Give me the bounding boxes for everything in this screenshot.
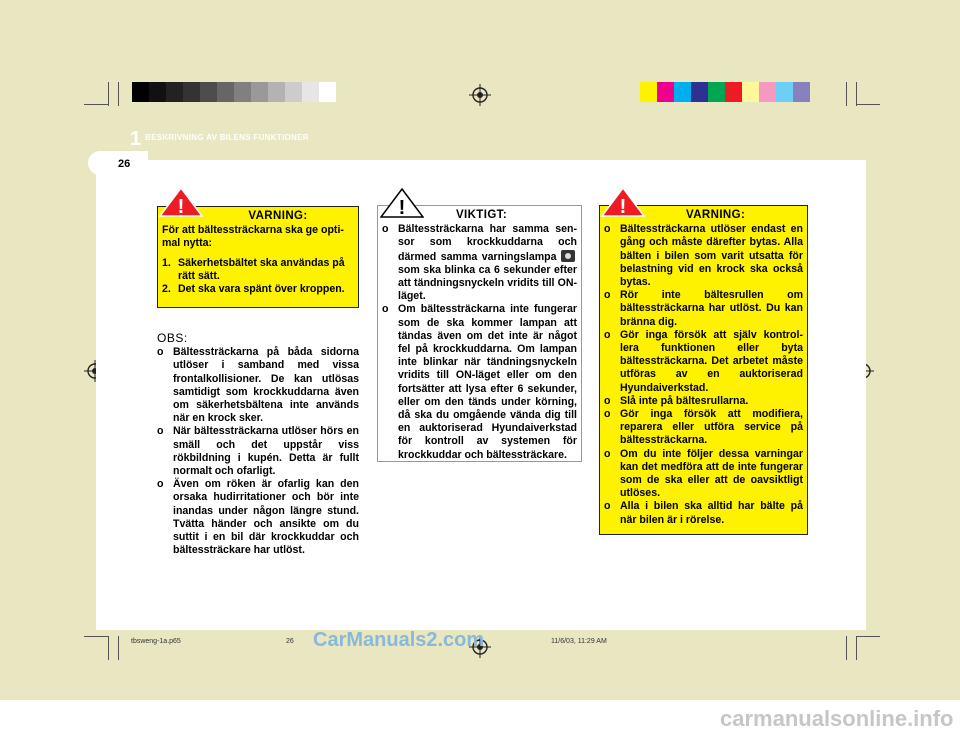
list-item <box>157 478 359 557</box>
important-list <box>382 223 577 462</box>
warning-list <box>162 257 354 297</box>
crop-mark <box>108 636 109 660</box>
color-swatch <box>183 82 200 102</box>
list-marker: o <box>604 328 611 341</box>
list-marker: o <box>604 500 611 513</box>
list-marker: 2. <box>162 283 171 296</box>
list-item-text: som ska blinka ca 6 sekunder efter att tändningsnyckeln vridits till ON-läget. <box>398 263 577 303</box>
list-item-text: Alla i bilen ska alltid har bälte på när bilen är i rörelse. <box>620 500 803 526</box>
svg-text:!: ! <box>619 196 627 217</box>
list-item-text: Det ska vara spänt över kroppen. <box>178 283 345 296</box>
svg-text:!: ! <box>398 197 406 218</box>
list-item <box>157 346 359 425</box>
warning-title: VARNING: <box>686 209 746 221</box>
gray-calibration-bar <box>132 82 336 102</box>
footer-page-number: 26 <box>286 638 294 645</box>
important-box <box>377 205 582 462</box>
list-marker: o <box>382 303 389 316</box>
warning-triangle-icon <box>601 187 645 217</box>
list-item <box>604 329 803 395</box>
color-swatch <box>302 82 319 102</box>
list-item-text: Gör inga försök att själv kontrol- lera funktionen eller byta bältessträckarna. Det arbetet måste utföras av en auktoriserad Hyundaiverkstad. <box>620 328 803 394</box>
svg-text:!: ! <box>177 196 185 217</box>
color-swatch <box>776 82 793 102</box>
color-swatch <box>200 82 217 102</box>
list-item-text: Om bältessträckarna inte fungerar som de ska kommer lampan att tändas även om det inte är något fel på krockkuddarna. Om lampan inte blinkar när tändningsnyckeln vridits till ON-läget eller om den fortsätter att lysa efter 6 sekunder, eller om den tänds under körning, då ska du omgående vända dig till en auktoriserad Hyundaiverkstad för kontroll av systemen för krockkuddar och bältessträckare. <box>398 303 577 461</box>
list-item <box>162 257 354 283</box>
list-item <box>604 223 803 289</box>
crop-mark <box>84 636 108 637</box>
obs-list <box>157 346 359 557</box>
list-item-text: Bältessträckarna utlöser endast en gång och måste därefter bytas. Alla bälten i bilen som varit utsatta för belastning vid en krock ska också bytas. <box>620 223 803 289</box>
color-calibration-bar <box>640 82 810 102</box>
crop-mark <box>846 636 847 660</box>
list-item-text: Rör inte bältesrullen om bältessträckarna har utlöst. Du kan bränna dig. <box>620 289 803 328</box>
crop-mark <box>856 82 857 106</box>
warning-intro: För att bältessträckarna ska ge opti- mal nytta: <box>162 224 344 250</box>
color-swatch <box>674 82 691 102</box>
color-swatch <box>657 82 674 102</box>
list-item <box>604 395 803 408</box>
list-marker: o <box>382 223 389 236</box>
obs-title: OBS: <box>157 331 188 345</box>
crop-mark <box>118 82 119 106</box>
color-swatch <box>251 82 268 102</box>
color-swatch <box>132 82 149 102</box>
color-swatch <box>640 82 657 102</box>
list-marker: o <box>604 447 611 460</box>
crop-mark <box>108 82 109 106</box>
list-item <box>604 448 803 501</box>
list-item-text: Säkerhetsbältet ska användas på rätt sätt. <box>178 256 345 282</box>
chapter-number: 1 <box>130 128 142 150</box>
warning-triangle-icon <box>159 187 203 217</box>
footer-date: 11/6/03, 11:29 AM <box>551 638 607 645</box>
crop-mark <box>856 104 880 105</box>
list-marker: o <box>157 346 164 359</box>
watermark-link[interactable]: CarManuals2.com <box>313 629 485 651</box>
color-swatch <box>319 82 336 102</box>
list-item <box>162 283 354 296</box>
footer-file-name: tbsweng-1a.p65 <box>131 638 181 645</box>
color-swatch <box>725 82 742 102</box>
list-item <box>382 303 577 461</box>
color-swatch <box>268 82 285 102</box>
list-marker: o <box>604 289 611 302</box>
color-swatch <box>793 82 810 102</box>
warning-box-left <box>157 206 359 308</box>
warning-list <box>604 223 803 527</box>
color-swatch <box>742 82 759 102</box>
list-item <box>604 408 803 448</box>
registration-mark-icon <box>469 84 491 106</box>
color-swatch <box>759 82 776 102</box>
list-marker: o <box>157 425 164 438</box>
list-marker: o <box>604 394 611 407</box>
list-item <box>382 223 577 303</box>
obs-section <box>157 332 359 557</box>
list-marker: o <box>157 478 164 491</box>
list-item-text: Slå inte på bältesrullarna. <box>620 394 749 407</box>
list-item-text: Om du inte följer dessa varningar kan det medföra att de inte fungerar som de ska eller att de oavsiktligt utlöses. <box>620 447 803 500</box>
list-marker: o <box>604 408 611 421</box>
color-swatch <box>234 82 251 102</box>
list-item-text: Även om röken är ofarlig kan den orsaka hudirritationer och bör inte inandas under någon längre stund. Tvätta händer och ansikte om du suttit i en bil där krockkuddar och bältessträckare har utlöst. <box>173 478 359 557</box>
caution-triangle-icon <box>380 188 424 218</box>
page-number: 26 <box>118 158 131 170</box>
important-title: VIKTIGT: <box>455 209 508 221</box>
list-marker: 1. <box>162 256 171 269</box>
warning-title: VARNING: <box>248 210 308 222</box>
list-item <box>157 425 359 478</box>
watermark-bottom: carmanualsonline.info <box>720 706 954 731</box>
list-item <box>604 289 803 329</box>
color-swatch <box>149 82 166 102</box>
list-item-text: Bältessträckarna på båda sidorna utlöser i samband med vissa frontalkollisioner. De kan utlösas samtidigt som krockkuddarna även om säkerhetsbältena inte används när en krock sker. <box>173 346 359 425</box>
color-swatch <box>217 82 234 102</box>
chapter-title: BESKRIVNING AV BILENS FUNKTIONER <box>145 133 309 142</box>
crop-mark <box>856 636 880 637</box>
crop-mark <box>846 82 847 106</box>
list-marker: o <box>604 223 611 236</box>
color-swatch <box>708 82 725 102</box>
list-item-text: Gör inga försök att modifiera, reparera eller utföra service på bältessträckarna. <box>620 408 803 447</box>
color-swatch <box>691 82 708 102</box>
crop-mark <box>118 636 119 660</box>
airbag-warning-icon <box>561 250 575 262</box>
list-item-text: När bältessträckarna utlöser hörs en smäll och det uppstår viss rökbildning i kupén. Detta är fullt normalt och ofarligt. <box>173 425 359 478</box>
crop-mark <box>856 636 857 660</box>
warning-box-right <box>599 205 808 535</box>
color-swatch <box>166 82 183 102</box>
crop-mark <box>84 104 108 105</box>
list-item-text: Bältessträckarna har samma sen- sor som krockkuddarna och därmed samma varningslampa <box>398 223 577 263</box>
list-item <box>604 500 803 526</box>
color-swatch <box>285 82 302 102</box>
